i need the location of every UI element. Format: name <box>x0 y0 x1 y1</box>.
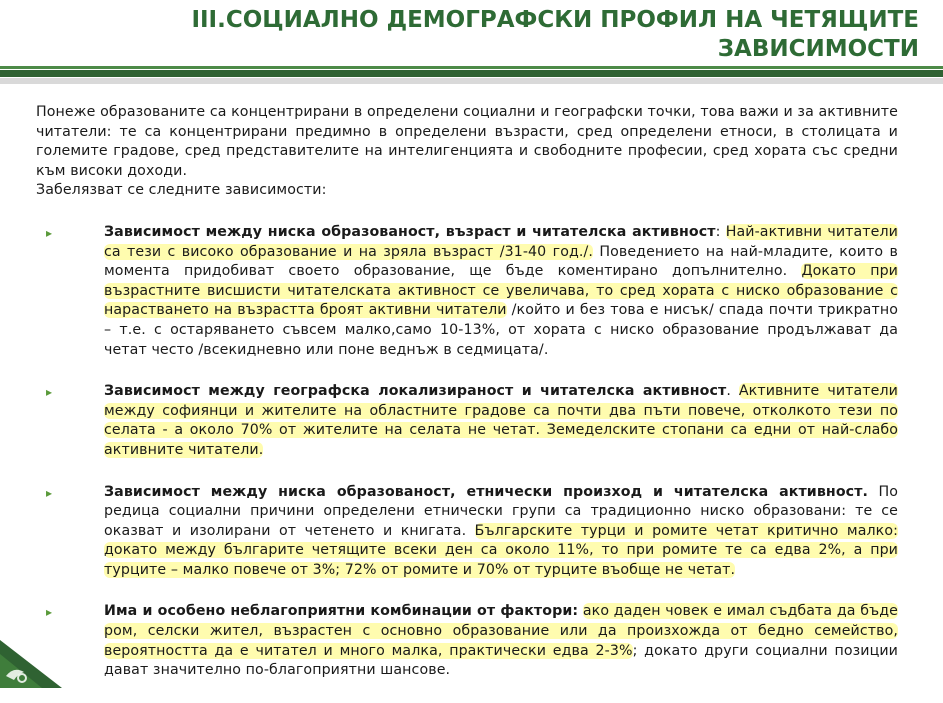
item-heading: Зависимост между ниска образованост, етнически произход и читателска активност. <box>104 483 869 500</box>
item-text: /който и без това е нисък/ спада почти трикратно – т.е. с остаряването съвсем малко,само 10-13%, от хората с ниско образование продължават да четат често /всекидневно или поне веднъж в седмицата/. <box>104 302 898 358</box>
item-text: ; докато други социални позиции дават значително по-благоприятни шансове. <box>104 642 898 679</box>
item-separator <box>868 484 878 500</box>
triangle-right-icon: ▸ <box>46 225 53 240</box>
item-heading: Има и особено неблагоприятни комбинации от фактори: <box>104 603 579 620</box>
intro-lead: Забелязват се следните зависимости: <box>36 182 327 199</box>
item-text: По редица социални причини определени етнически групи са традиционно ниско образовани: те се оказват и изолирани от четенето и книгата. <box>104 483 898 539</box>
highlighted-text: Активните читатели между софиянци и жителите на областните градове са почти два пъти повече, отколкото тези по селата - а около 70% от жителите на селата не четат. Земеделските стопани са едни от най-слабо активните читатели. <box>104 383 898 458</box>
header-divider-light <box>0 66 943 69</box>
highlighted-text: ако даден човек е имал съдбата да бъде ром, селски жител, възрастен с основно образование или да произхожда от бедно семейство, вероятността да е читател и много малка, практически едва 2-3% <box>104 603 898 659</box>
list-item <box>36 483 898 581</box>
intro-paragraph: Понеже образованите са концентрирани в определени социални и географски точки, това важи и за активните читатели: те са концентрирани предимно в определени възрасти, сред определени етноси, в столицата и големите градове, сред представителите на интелигенцията и свободните професии, сред хората със средни към високи доходи. <box>36 104 898 179</box>
item-separator: . <box>726 383 739 400</box>
item-heading: Зависимост между ниска образованост, възраст и читателска активност <box>104 223 716 240</box>
triangle-right-icon: ▸ <box>46 485 53 500</box>
triangle-right-icon: ▸ <box>46 385 53 400</box>
list-item-text <box>104 382 898 460</box>
content-body <box>36 103 898 703</box>
item-text: Поведението на най-младите, които в момента придобиват своето образование, ще бъде коментирано допълнително. <box>104 243 898 280</box>
highlighted-text: Докато при възрастните висшисти читателската активност се увеличава, то сред хората с ниско образование с нарастването на възрастта броят активни читатели <box>104 263 899 319</box>
page-title: III.СОЦИАЛНО ДЕМОГРАФСКИ ПРОФИЛ НА ЧЕТЯЩИТЕ ЗАВИСИМОСТИ <box>191 7 919 62</box>
list-item-text <box>104 602 898 680</box>
list-item <box>36 602 898 680</box>
header-divider-dark <box>0 70 943 77</box>
list-item <box>36 223 898 360</box>
item-heading: Зависимост между географска локализираност и читателска активност <box>104 383 727 400</box>
list-item-text <box>104 483 898 581</box>
list-item <box>36 382 898 460</box>
item-separator: : <box>715 223 726 240</box>
header-divider-gray <box>0 78 943 84</box>
list-item-text <box>104 223 898 360</box>
highlighted-text: Най-активни читатели са тези с високо образование и на зряла възраст /31-40 год./. <box>104 223 898 260</box>
highlighted-text: Българските турци и ромите четат критично малко: докато между българите четящите всеки ден са около 11%, то при ромите те са едва 2%, а при турците – малко повече от 3%; 72% от ромите и 70% от турците въобще не четат. <box>104 522 898 578</box>
logo-corner <box>0 618 70 688</box>
triangle-right-icon: ▸ <box>46 605 53 620</box>
